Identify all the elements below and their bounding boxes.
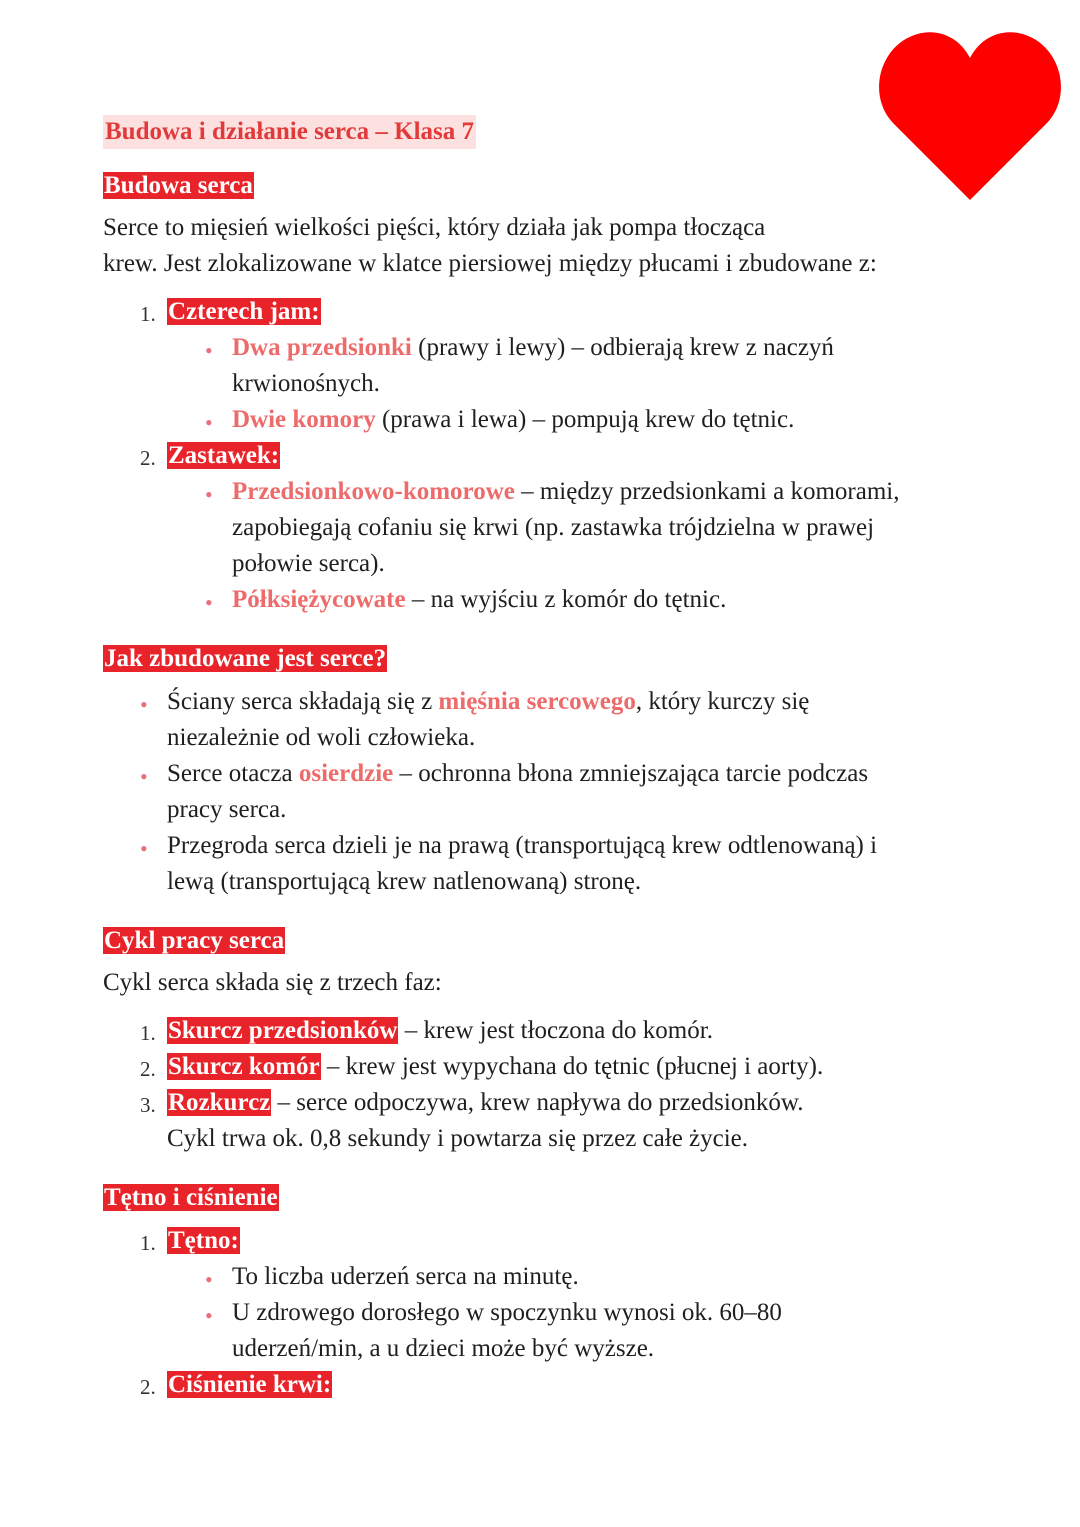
- section-heading-budowa: [103, 170, 254, 202]
- term-highlight: Półksiężycowate: [232, 586, 406, 613]
- term-highlight: mięśnia sercowego: [438, 688, 636, 715]
- item-label: Ciśnienie krwi:: [168, 1371, 332, 1398]
- bullet-dot-icon: •: [140, 836, 148, 861]
- bullet-dot-icon: •: [140, 692, 148, 717]
- item-text: (prawy i lewy) – odbierają krew z naczyń: [411, 334, 834, 361]
- heading-highlight: Budowa serca: [104, 172, 253, 199]
- list-number: 1.: [140, 1231, 156, 1255]
- term-highlight: osierdzie: [298, 760, 394, 787]
- item-text-continuation: połowie serca).: [232, 550, 385, 577]
- item-text: (prawa i lewa) – pompują krew do tętnic.: [375, 406, 795, 433]
- term-highlight: Rozkurcz: [168, 1089, 271, 1116]
- list-item-jamy: [167, 294, 321, 330]
- heading-highlight: Cykl pracy serca: [104, 927, 285, 954]
- list-item-zastawki: [167, 438, 280, 474]
- list-item: [232, 582, 726, 618]
- item-text-continuation: krwionośnych.: [232, 370, 380, 397]
- bullet-dot-icon: •: [205, 410, 213, 435]
- section-heading-jak-zbudowane: [103, 643, 387, 675]
- heart-icon: [876, 28, 1064, 200]
- list-item: [167, 684, 809, 720]
- list-item: U zdrowego dorosłego w spoczynku wynosi ok. 60–80: [232, 1299, 782, 1326]
- item-text: Ściany serca składają się z: [167, 688, 439, 715]
- bullet-dot-icon: •: [205, 1267, 213, 1292]
- list-item: Przegroda serca dzieli je na prawą (transportującą krew odtlenowaną) i: [167, 832, 878, 859]
- bullet-dot-icon: •: [205, 1303, 213, 1328]
- section-heading-tetno: [103, 1182, 279, 1214]
- bullet-dot-icon: •: [140, 764, 148, 789]
- item-text-continuation: lewą (transportującą krew natlenowaną) stronę.: [167, 868, 642, 895]
- list-item: [232, 330, 834, 366]
- term-highlight: Dwie komory: [232, 406, 376, 433]
- list-number: 2.: [140, 1375, 156, 1399]
- list-item: [167, 1013, 713, 1049]
- bullet-dot-icon: •: [205, 338, 213, 363]
- list-number: 3.: [140, 1093, 156, 1117]
- heading-highlight: Tętno i ciśnienie: [104, 1184, 278, 1211]
- list-item: [232, 402, 794, 438]
- item-text-continuation: zapobiegają cofaniu się krwi (np. zastawka trójdzielna w prawej: [232, 514, 875, 541]
- list-number: 2.: [140, 446, 156, 470]
- item-text-continuation: niezależnie od woli człowieka.: [167, 724, 476, 751]
- list-item: [167, 756, 868, 792]
- term-highlight: Przedsionkowo-komorowe: [232, 478, 515, 505]
- term-highlight: Skurcz przedsionków: [168, 1017, 398, 1044]
- item-text: – krew jest tłoczona do komór.: [398, 1017, 713, 1044]
- document-title: Budowa i działanie serca – Klasa 7: [103, 115, 476, 149]
- item-text: – krew jest wypychana do tętnic (płucnej i aorty).: [320, 1053, 824, 1080]
- heading-highlight: Jak zbudowane jest serce?: [104, 645, 387, 672]
- list-number: 1.: [140, 302, 156, 326]
- item-text-continuation: uderzeń/min, a u dzieci może być wyższe.: [232, 1335, 655, 1362]
- list-item: [232, 474, 899, 510]
- bullet-dot-icon: •: [205, 482, 213, 507]
- term-highlight: Dwa przedsionki: [232, 334, 412, 361]
- cycle-footer: Cykl trwa ok. 0,8 sekundy i powtarza się przez całe życie.: [167, 1125, 749, 1152]
- item-text: – ochronna błona zmniejszająca tarcie podczas: [393, 760, 869, 787]
- list-item-cisnienie: [167, 1367, 332, 1403]
- bullet-dot-icon: •: [205, 590, 213, 615]
- intro-line-1: Serce to mięsień wielkości pięści, który działa jak pompa tłocząca: [103, 214, 766, 241]
- item-label: Czterech jam:: [168, 298, 320, 325]
- item-label: Tętno:: [168, 1227, 239, 1254]
- item-text: – między przedsionkami a komorami,: [514, 478, 900, 505]
- item-text: , który kurczy się: [635, 688, 810, 715]
- list-item: [167, 1049, 823, 1085]
- item-text: Serce otacza: [167, 760, 299, 787]
- intro-line-2: krew. Jest zlokalizowane w klatce piersiowej między płucami i zbudowane z:: [103, 250, 877, 277]
- list-item: [167, 1085, 804, 1121]
- section-heading-cykl: [103, 925, 285, 957]
- item-text: – serce odpoczywa, krew napływa do przedsionków.: [271, 1089, 804, 1116]
- list-item: To liczba uderzeń serca na minutę.: [232, 1263, 579, 1290]
- cycle-intro: Cykl serca składa się z trzech faz:: [103, 969, 442, 996]
- list-number: 1.: [140, 1021, 156, 1045]
- item-text-continuation: pracy serca.: [167, 796, 287, 823]
- item-label: Zastawek:: [168, 442, 280, 469]
- list-item-tetno: [167, 1223, 240, 1259]
- list-number: 2.: [140, 1057, 156, 1081]
- term-highlight: Skurcz komór: [168, 1053, 320, 1080]
- item-text: – na wyjściu z komór do tętnic.: [405, 586, 727, 613]
